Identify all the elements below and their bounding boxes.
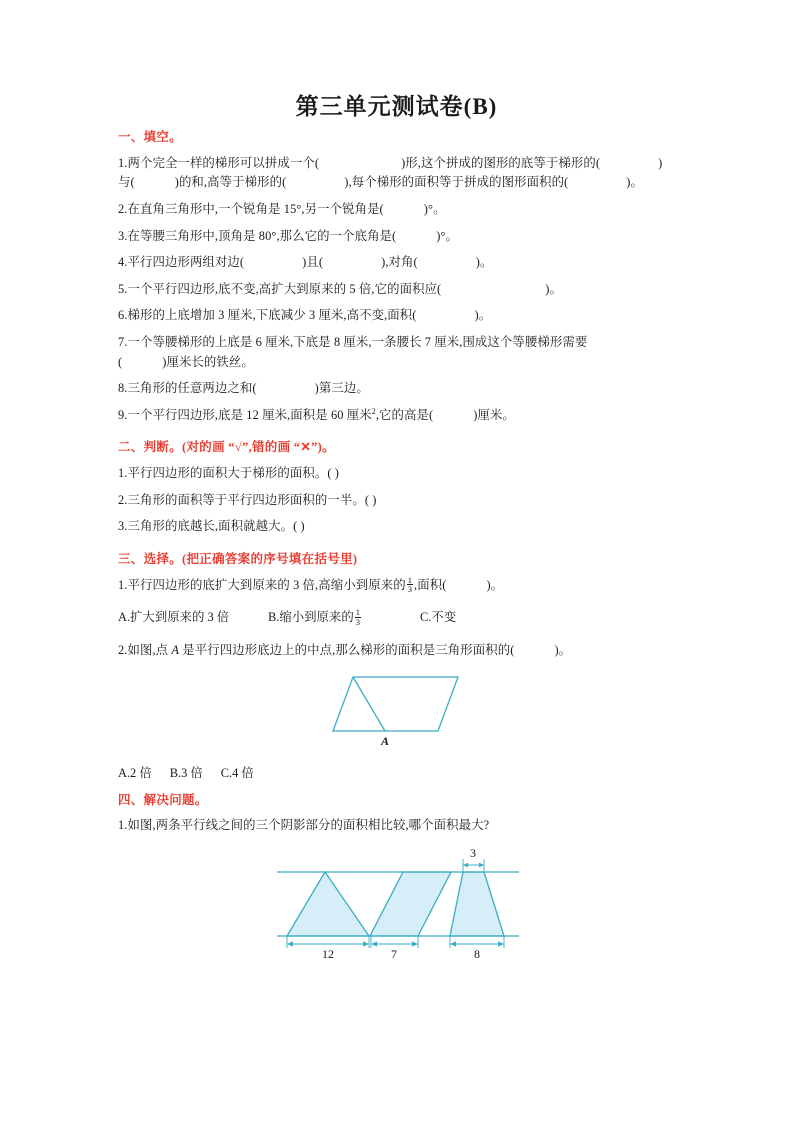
arrow-head [363,941,369,946]
arrow-head [371,941,377,946]
q1-line1-part-c: ) [658,155,663,170]
question-1-3 [118,227,678,247]
q4-part-a: 4.平行四边形两组对边( [118,255,245,270]
arrow-head [450,941,456,946]
q7-line2-part-b: )厘米长的铁丝。 [162,354,254,369]
fraction-one-third [407,576,413,594]
fraction-one-third [355,608,361,626]
ps-question-1: 1.如图,两条平行线之间的三个阴影部分的面积相比较,哪个面积最大? [118,818,490,833]
q7-line2-part-a: ( [118,354,123,369]
section-heading-fill-in-blank: 一、填空。 [118,130,183,144]
question-1-5 [118,280,678,300]
arrow-head [498,941,504,946]
mc-question-1-choices [118,608,678,628]
question-1-1 [118,154,678,193]
tf-question-3: 3.三角形的底越长,面积就越大。( ) [118,519,305,534]
tf-question-2: 2.三角形的面积等于平行四边形面积的一半。( ) [118,492,377,507]
triangle-edge-right [353,677,385,731]
mc-q2-part-c: )。 [554,643,572,658]
q4-part-b: )且( [302,255,324,270]
q4-part-d: )。 [475,255,493,270]
q1-line2-part-d: )。 [626,175,644,190]
q1-line2-part-b: )的和,高等于梯形的( [174,175,287,190]
question-1-7 [118,333,678,372]
q8-part-b: )第三边。 [314,381,369,396]
figure-parallelogram-with-triangle [118,669,678,754]
q6-part-a: 6.梯形的上底增加 3 厘米,下底减少 3 厘米,高不变,面积( [118,308,417,323]
q5-part-a: 5.一个平行四边形,底不变,高扩大到原来的 5 倍,它的面积应( [118,281,442,296]
q4-part-c: ),对角( [381,255,418,270]
fraction-numerator: 1 [407,574,413,585]
question-1-9 [118,406,678,426]
parallelogram-outline [333,677,458,731]
choice-c[interactable]: C.4 倍 [220,765,254,780]
q9-part-a: 9.一个平行四边形,底是 12 厘米,面积是 60 厘米 [118,407,372,422]
choice-c[interactable]: C.不变 [420,610,457,625]
choice-b[interactable]: B.3 倍 [169,765,203,780]
q7-line1: 7.一个等腰梯形的上底是 6 厘米,下底是 8 厘米,一条腰长 7 厘米,围成这个等腰梯形需要 [118,334,588,349]
shape-triangle [287,872,369,936]
fraction-numerator: 1 [355,607,360,618]
arrow-head [463,863,468,868]
question-1-4 [118,253,678,273]
choice-a[interactable]: A.扩大到原来的 3 倍 [118,610,230,625]
mc-q2-part-a: 2.如图,点 [118,643,172,658]
worksheet-content [118,128,678,974]
q3-part-a: 3.在等腰三角形中,顶角是 80°,那么它的一个底角是( [118,228,397,243]
square-superscript: 2 [371,406,376,416]
section-heading-true-false: 二、判断。(对的画 “√”,错的画 “✕”)。 [118,440,335,455]
parallel-lines-shapes-svg [273,844,523,959]
dimension-label-8: 8 [474,946,480,959]
q5-part-b: )。 [545,281,563,296]
question-1-6 [118,306,678,326]
question-1-8 [118,379,678,399]
dimension-label-7: 7 [391,946,397,959]
fraction-denominator: 3 [355,616,360,627]
q1-line1-part-b: )形,这个拼成的图形的底等于梯形的( [401,155,601,170]
section-heading-problem-solving: 四、解决问题。 [118,792,208,807]
q1-line1-part-a: 1.两个完全一样的梯形可以拼成一个( [118,155,320,170]
arrow-head [412,941,418,946]
mc-q2-part-b: 是平行四边形底边上的中点,那么梯形的面积是三角形面积的( [179,643,515,658]
q9-part-c: )厘米。 [473,407,515,422]
choice-b[interactable] [268,608,420,628]
point-a-label: A [381,733,390,748]
shape-trapezoid [450,872,504,936]
choice-a[interactable]: A.2 倍 [118,765,152,780]
choice-b-label: B.缩小到原来的 [268,610,354,625]
q9-part-b: ,它的高是( [375,407,434,422]
arrow-head [479,863,484,868]
mc-question-1 [118,576,678,596]
dimension-label-3: 3 [470,845,476,860]
mc-q1-part-c: )。 [486,577,504,592]
fraction-denominator: 3 [407,584,413,595]
question-1-2 [118,200,678,220]
q8-part-a: 8.三角形的任意两边之和( [118,381,257,396]
mc-question-2-choices [118,764,678,784]
page-title: 第三单元测试卷(B) [295,94,498,119]
tf-question-1: 1.平行四边形的面积大于梯形的面积。( ) [118,466,339,481]
mc-question-2 [118,641,678,661]
q2-part-a: 2.在直角三角形中,一个锐角是 15°,另一个锐角是( [118,201,384,216]
q1-line2-part-a: 与( [118,175,135,190]
parallelogram-triangle-svg [323,669,473,749]
q3-part-b: )°。 [436,228,459,243]
q1-line2-part-c: ),每个梯形的面积等于拼成的图形面积的( [344,175,569,190]
dimension-label-12: 12 [322,946,334,959]
figure-shapes-between-parallel-lines [118,844,678,964]
point-label-a: A [171,643,180,658]
mc-q1-part-b: ,面积( [414,577,447,592]
arrow-head [287,941,293,946]
q2-part-b: )°。 [423,201,446,216]
shape-parallelogram [370,872,451,936]
mc-q1-part-a: 1.平行四边形的底扩大到原来的 3 倍,高缩小到原来的 [118,577,406,592]
q6-part-b: )。 [474,308,492,323]
section-heading-multiple-choice: 三、选择。(把正确答案的序号填在括号里) [118,551,358,566]
